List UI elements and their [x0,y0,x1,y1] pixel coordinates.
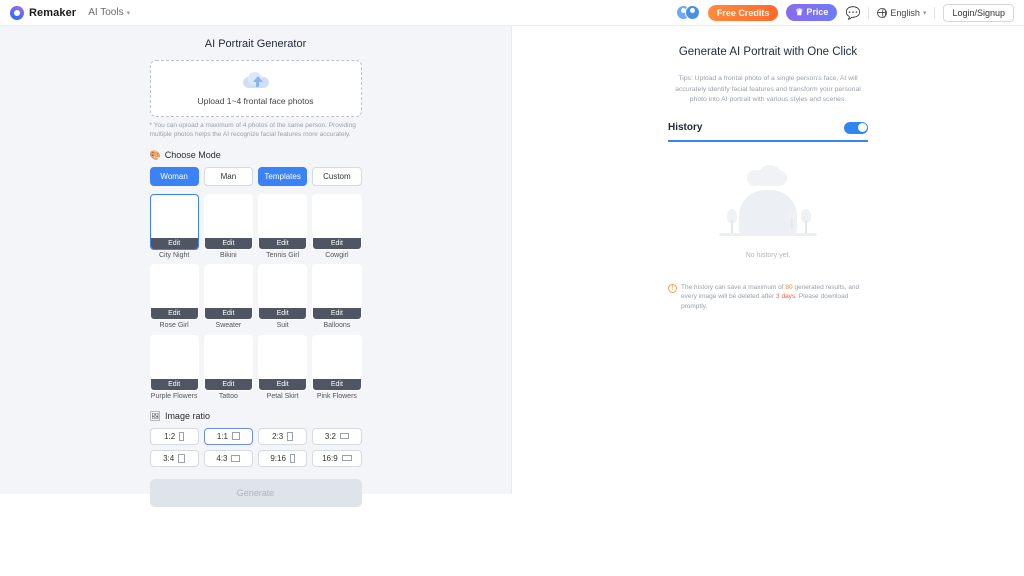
template-tile[interactable] [312,264,361,330]
ratio-label: 16:9 [322,453,338,463]
template-label: Pink Flowers [316,392,357,400]
ratio-4-3-button[interactable] [204,450,253,467]
template-thumbnail[interactable] [150,335,199,391]
generate-button[interactable]: Generate [150,479,362,507]
empty-state-text: No history yet. [745,251,791,259]
chevron-down-icon: ▾ [922,9,927,17]
ratio-1-2-button[interactable] [150,428,199,445]
template-edit-button[interactable]: Edit [151,238,198,249]
template-label: Rose Girl [159,322,189,330]
info-icon: ! [668,284,677,293]
language-label: English [890,7,920,18]
history-header [668,122,868,142]
price-button[interactable] [786,4,837,21]
template-tile[interactable] [258,335,307,401]
template-thumbnail[interactable] [258,335,307,391]
nav-ai-tools[interactable] [88,7,130,18]
ratio-shape-icon [179,432,184,441]
template-label: Sweater [215,322,242,330]
ratio-label: 4:3 [216,453,228,463]
template-label: Petal Skirt [266,392,299,400]
ratio-label: 9:16 [270,453,286,463]
crown-icon: ♛ [795,7,804,17]
template-label: Cowgirl [325,251,349,259]
top-bar [0,0,1024,26]
ratio-3-2-button[interactable] [312,428,361,445]
brand-name: Remaker [29,6,77,19]
divider [934,7,935,19]
template-tile[interactable] [312,335,361,401]
notice-count: 80 [785,283,793,291]
template-edit-button[interactable]: Edit [151,308,198,319]
tips-text: Tips: Upload a frontal photo of a single person's face, AI will accurately identify facial features and transform your personal photo into AI portrait with various styles and scenes. [675,75,861,104]
globe-icon [877,8,887,18]
history-label: History [668,122,703,134]
template-tile[interactable] [204,264,253,330]
template-tile[interactable] [150,264,199,330]
template-label: Suit [276,322,289,330]
history-toggle[interactable] [844,122,868,134]
frame-icon: 🖼 [149,410,161,421]
history-empty-state [668,168,868,259]
right-inner [668,46,868,312]
template-label: Tattoo [218,392,238,400]
login-signup-button[interactable]: Login/Signup [943,4,1014,22]
left-card [150,60,362,507]
template-tile[interactable] [204,335,253,401]
ratio-shape-icon [290,454,295,463]
template-tile[interactable] [150,194,199,260]
ratio-label: 3:2 [324,431,336,441]
ratio-shape-icon [178,454,185,463]
palette-icon: 🎨 [149,149,161,160]
mode-row [150,167,362,186]
template-tile[interactable] [258,194,307,260]
template-edit-button[interactable]: Edit [313,308,360,319]
chat-icon[interactable]: 💬 [845,5,861,20]
page-title: AI Portrait Generator [204,38,307,50]
right-panel [512,26,1024,494]
template-edit-button[interactable]: Edit [205,379,252,390]
template-edit-button[interactable]: Edit [259,379,306,390]
template-tile[interactable] [312,194,361,260]
price-label: Price [806,7,829,17]
top-bar-right [676,4,1014,22]
template-thumbnail[interactable] [258,264,307,320]
free-credits-button[interactable]: Free Credits [708,5,779,21]
template-edit-button[interactable]: Edit [313,379,360,390]
ratio-1-1-button[interactable] [204,428,253,445]
image-ratio-grid [150,428,362,467]
mode-custom-button[interactable]: Custom [312,167,361,186]
notice-days: 3 days [776,293,796,301]
upload-dropzone[interactable] [150,60,362,117]
notice-middle: generated results, and every image will be deleted after [681,283,860,301]
ratio-3-4-button[interactable] [150,450,199,467]
nav-ai-tools-label: AI Tools [88,7,124,18]
chevron-down-icon: ▾ [126,9,131,17]
template-label: Balloons [323,322,351,330]
page-body [0,26,1024,498]
notice-text [681,283,868,312]
template-thumbnail[interactable] [204,335,253,391]
history-notice [668,283,868,312]
template-thumbnail[interactable] [150,194,199,250]
upload-label: Upload 1~4 frontal face photos [197,96,314,106]
template-thumbnail[interactable] [258,194,307,250]
template-edit-button[interactable]: Edit [205,238,252,249]
ratio-9-16-button[interactable] [258,450,307,467]
template-grid [150,194,362,401]
remaker-logo-icon [10,6,24,20]
template-thumbnail[interactable] [312,335,361,391]
image-ratio-header [150,411,362,422]
ratio-label: 1:1 [216,431,228,441]
template-label: Purple Flowers [150,392,198,400]
ratio-2-3-button[interactable] [258,428,307,445]
choose-mode-header [150,150,362,161]
template-thumbnail[interactable] [204,264,253,320]
template-tile[interactable] [150,335,199,401]
brand-logo-group[interactable] [10,6,76,20]
ratio-label: 1:2 [164,431,176,441]
template-edit-button[interactable]: Edit [205,308,252,319]
upload-cloud-icon [239,71,273,93]
empty-illustration-icon [713,168,823,244]
ratio-shape-icon [287,432,293,441]
template-edit-button[interactable]: Edit [313,238,360,249]
ratio-16-9-button[interactable] [312,450,361,467]
template-thumbnail[interactable] [312,264,361,320]
notice-suffix: . Please download promptly. [681,293,849,311]
mode-woman-button[interactable]: Woman [150,167,199,186]
ratio-label: 3:4 [163,453,175,463]
divider [868,7,869,19]
template-tile[interactable] [204,194,253,260]
ratio-shape-icon [340,433,349,439]
template-label: City Night [158,251,190,259]
template-tile[interactable] [258,264,307,330]
ratio-shape-icon [342,455,352,461]
right-panel-title: Generate AI Portrait with One Click [678,46,858,58]
template-edit-button[interactable]: Edit [151,379,198,390]
avatar-group [676,5,700,20]
template-label: Tennis Girl [266,251,300,259]
upload-note: * You can upload a maximum of 4 photos of the same person. Providing multiple photos helps the AI recognize facial features more accurately. [149,122,356,138]
template-label: Bikini [220,251,237,259]
language-selector[interactable] [877,8,926,18]
template-thumbnail[interactable] [150,264,199,320]
left-panel [0,26,512,498]
ratio-label: 2:3 [272,431,284,441]
notice-prefix: The history can save a maximum of [681,283,786,291]
template-thumbnail[interactable] [204,194,253,250]
template-edit-button[interactable]: Edit [259,308,306,319]
mode-templates-button[interactable]: Templates [258,167,307,186]
ratio-shape-icon [232,432,240,440]
choose-mode-label: Choose Mode [164,150,221,161]
mode-man-button[interactable]: Man [204,167,253,186]
avatar [685,5,700,20]
template-edit-button[interactable]: Edit [259,238,306,249]
template-thumbnail[interactable] [312,194,361,250]
image-ratio-label: Image ratio [164,411,210,422]
ratio-shape-icon [231,455,240,462]
